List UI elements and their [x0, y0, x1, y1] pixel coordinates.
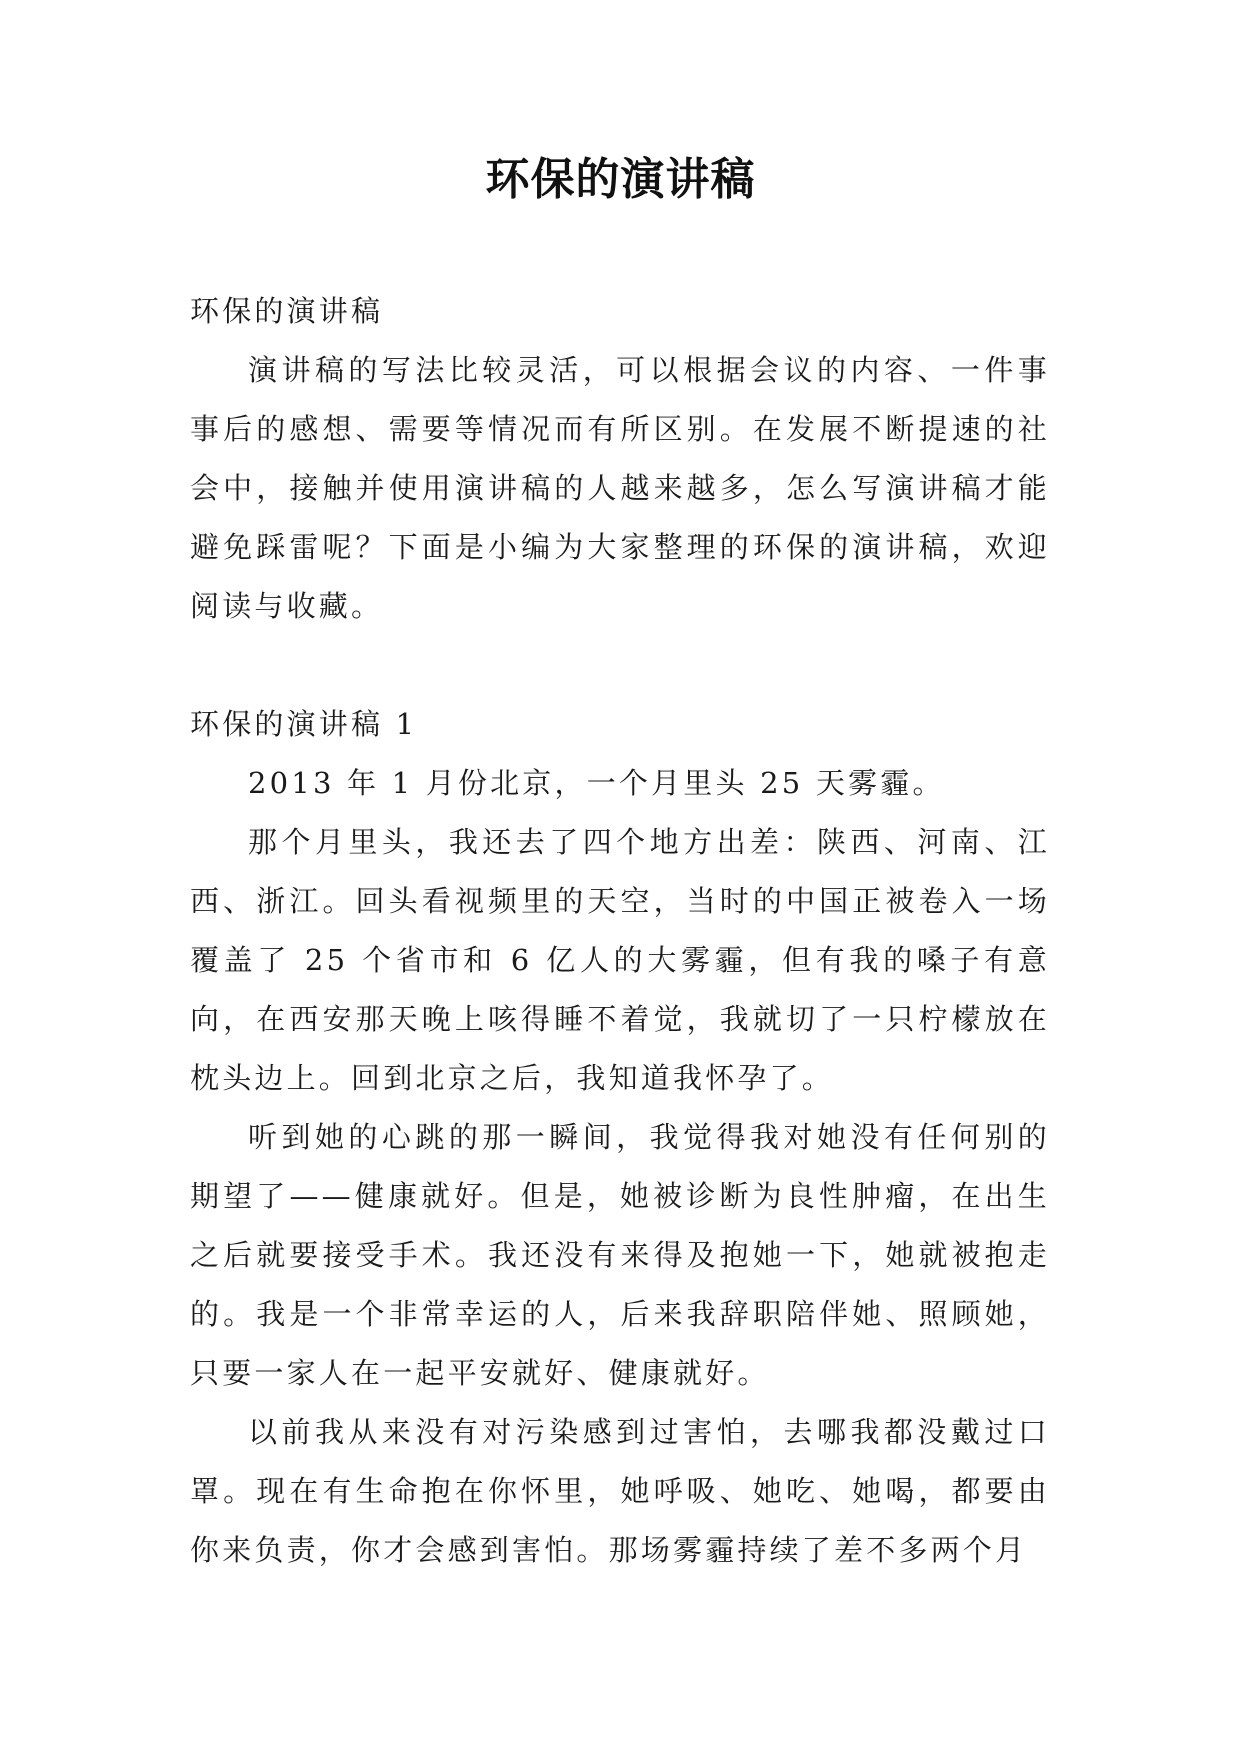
paragraph-spacer [190, 636, 1050, 695]
section-heading: 环保的演讲稿 [190, 294, 384, 328]
document-body [190, 282, 1050, 1580]
page-title: 环保的演讲稿 [485, 154, 756, 205]
body-paragraph: 以前我从来没有对污染感到过害怕，去哪我都没戴过口罩。现在有生命抱在你怀里，她呼吸、她吃、她喝，都要由你来负责，你才会感到害怕。那场雾霾持续了差不多两个月 [190, 1415, 1050, 1567]
body-paragraph: 听到她的心跳的那一瞬间，我觉得我对她没有任何别的期望了——健康就好。但是，她被诊断为良性肿瘤，在出生之后就要接受手术。我还没有来得及抱她一下，她就被抱走的。我是一个非常幸运的人，后来我辞职陪伴她、照顾她，只要一家人在一起平安就好、健康就好。 [190, 1120, 1050, 1390]
body-paragraph: 那个月里头，我还去了四个地方出差：陕西、河南、江西、浙江。回头看视频里的天空，当时的中国正被卷入一场覆盖了 25 个省市和 6 亿人的大雾霾，但有我的嗓子有意向，在西安那天晚上咳得睡不着觉，我就切了一只柠檬放在枕头边上。回到北京之后，我知道我怀孕了。 [190, 825, 1050, 1095]
section-heading-1: 环保的演讲稿 1 [190, 707, 418, 741]
intro-paragraph: 演讲稿的写法比较灵活，可以根据会议的内容、一件事事后的感想、需要等情况而有所区别。在发展不断提速的社会中，接触并使用演讲稿的人越来越多，怎么写演讲稿才能避免踩雷呢？下面是小编为大家整理的环保的演讲稿，欢迎阅读与收藏。 [190, 353, 1050, 623]
body-paragraph: 2013 年 1 月份北京，一个月里头 25 天雾霾。 [248, 766, 945, 800]
